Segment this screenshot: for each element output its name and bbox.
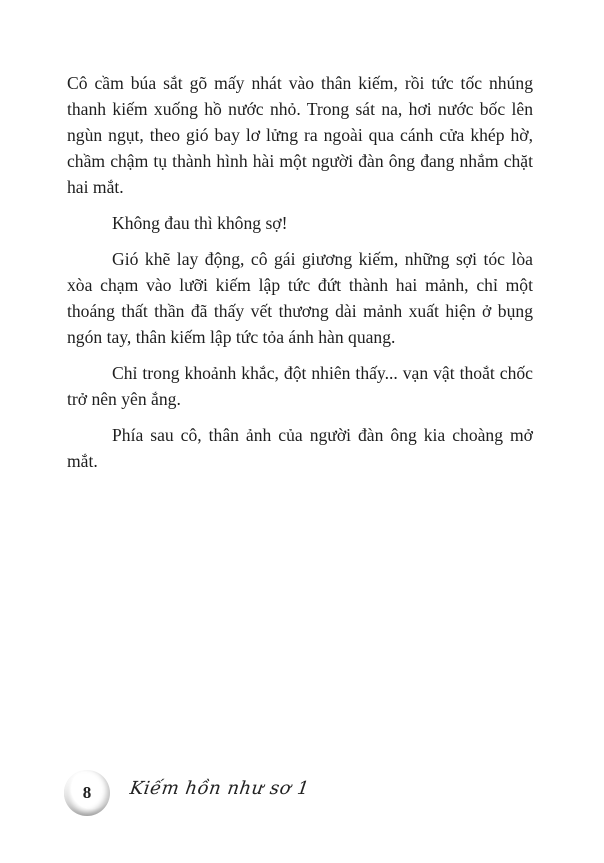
page-number: 8	[82, 783, 92, 802]
paragraph-1: Cô cầm búa sắt gõ mấy nhát vào thân kiếm, rồi tức tốc nhúng thanh kiếm xuống hồ nước nhỏ. Trong sát na, hơi nước bốc lên ngùn ngụt, theo gió bay lơ lửng ra ngoài qua cánh cửa khép hờ, chầm chậm tụ thành hình hài một người đàn ông đang nhắm chặt hai mắt.	[67, 73, 533, 197]
paragraph-4: Chỉ trong khoảnh khắc, đột nhiên thấy... vạn vật thoắt chốc trở nên yên ắng.	[67, 363, 533, 409]
paragraph-2: Không đau thì không sợ!	[112, 213, 288, 233]
paragraph-3: Gió khẽ lay động, cô gái giương kiếm, những sợi tóc lòa xòa chạm vào lưỡi kiếm lập tức đứt thành hai mảnh, chỉ một thoáng thất thần đã thấy vết thương dài mảnh xuất hiện ở bụng ngón tay, thân kiếm lập tức tỏa ánh hàn quang.	[67, 249, 533, 347]
body-text	[67, 70, 533, 484]
page-footer	[64, 770, 364, 818]
running-title: Kiếm hồn như sơ 1	[128, 778, 311, 799]
paragraph-5: Phía sau cô, thân ảnh của người đàn ông kia choàng mở mắt.	[67, 425, 533, 471]
